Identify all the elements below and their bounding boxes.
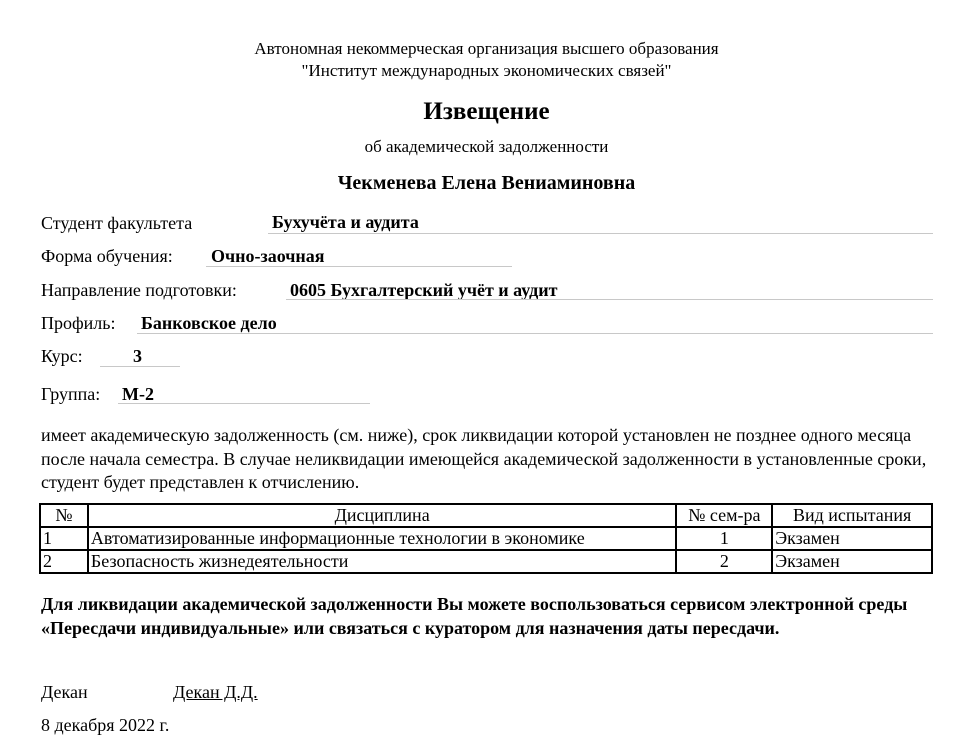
org-header — [0, 38, 973, 82]
profile-value: Банковское дело — [141, 313, 277, 333]
form-value: Очно-заочная — [211, 246, 325, 266]
table-header-row — [40, 504, 932, 527]
direction-value: 0605 Бухгалтерский учёт и аудит — [290, 280, 558, 300]
faculty-underline — [268, 233, 933, 234]
course-label: Курс: — [41, 346, 83, 366]
direction-label: Направление подготовки: — [41, 280, 237, 300]
form-underline — [206, 266, 512, 267]
profile-label: Профиль: — [41, 313, 116, 333]
row-discipline: Автоматизированные информационные технологии в экономике — [88, 527, 677, 550]
debts-table — [39, 503, 933, 574]
group-underline — [118, 403, 370, 404]
faculty-value: Бухучёта и аудита — [272, 212, 419, 232]
course-underline — [100, 366, 180, 367]
col-header-discipline: Дисциплина — [88, 504, 677, 527]
dean-signature-name: Декан Д.Д. — [173, 682, 258, 702]
group-label: Группа: — [41, 384, 101, 404]
group-value: М-2 — [122, 384, 154, 404]
document-date: 8 декабря 2022 г. — [41, 715, 170, 735]
profile-underline — [137, 333, 933, 334]
table-row — [40, 527, 932, 550]
row-semester: 2 — [676, 550, 772, 573]
document-title: Извещение — [423, 98, 550, 125]
student-name: Чекменева Елена Вениаминовна — [337, 172, 636, 194]
document-subtitle: об академической задолженности — [364, 137, 609, 156]
debt-paragraph: имеет академическую задолженность (см. ниже), срок ликвидации которой установлен не позднее одного месяца после начала семестра. В случае неликвидации имеющейся академической задолженности в установленные сроки, студент будет представлен к отчислению. — [41, 425, 927, 492]
row-number: 1 — [40, 527, 88, 550]
col-header-number: № — [40, 504, 88, 527]
course-value: 3 — [133, 346, 142, 366]
row-test-type: Экзамен — [772, 527, 932, 550]
direction-underline — [286, 299, 933, 300]
row-number: 2 — [40, 550, 88, 573]
col-header-semester: № сем-ра — [676, 504, 772, 527]
table-row — [40, 550, 932, 573]
org-line-1: Автономная некоммерческая организация высшего образования — [254, 39, 719, 58]
faculty-label: Студент факультета — [41, 213, 193, 233]
form-label: Форма обучения: — [41, 246, 173, 266]
retake-note: Для ликвидации академической задолженности Вы можете воспользоваться сервисом электронной среды «Пересдачи индивидуальные» или связаться с куратором для назначения даты пересдачи. — [41, 594, 908, 638]
row-test-type: Экзамен — [772, 550, 932, 573]
dean-label: Декан — [41, 682, 88, 702]
org-line-2: "Институт международных экономических связей" — [301, 61, 672, 80]
row-discipline: Безопасность жизнедеятельности — [88, 550, 677, 573]
row-semester: 1 — [676, 527, 772, 550]
col-header-test-type: Вид испытания — [772, 504, 932, 527]
